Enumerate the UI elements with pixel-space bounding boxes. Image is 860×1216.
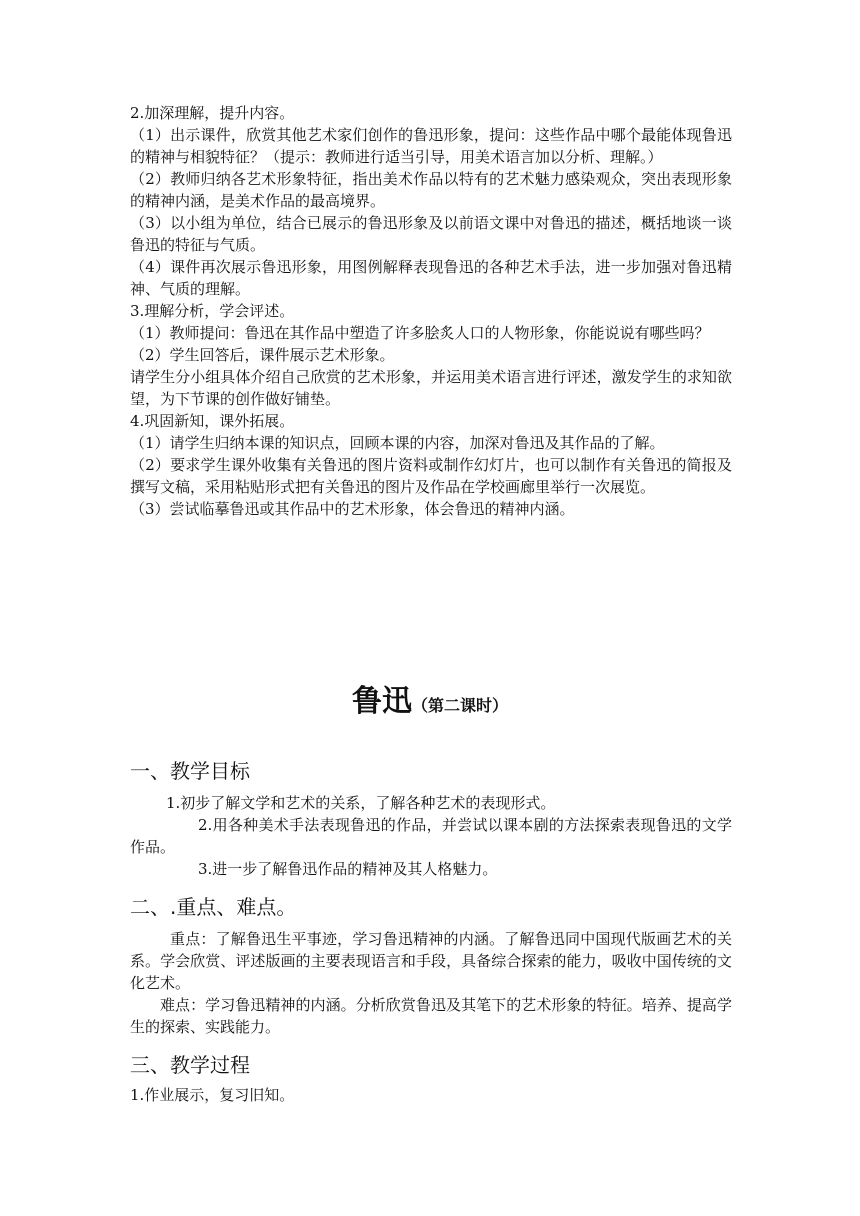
objective-item: 3.进一步了解鲁迅作品的精神及其人格魅力。 xyxy=(198,860,498,878)
process-block xyxy=(130,1084,732,1106)
step-heading: 4.巩固新知，课外拓展。 xyxy=(130,412,295,430)
paragraph: （4）课件再次展示鲁迅形象，用图例解释表现鲁迅的各种艺术手法，进一步加强对鲁迅精神、气质的理解。 xyxy=(130,258,732,298)
section-heading-key-points: 二、.重点、难点。 xyxy=(130,895,297,919)
key-points-block xyxy=(130,928,732,1038)
title-sub: （第二课时） xyxy=(411,696,508,715)
paragraph: （3）以小组为单位，结合已展示的鲁迅形象及以前语文课中对鲁迅的描述，概括地谈一谈鲁迅的特征与气质。 xyxy=(130,214,732,254)
process-item: 1.作业展示，复习旧知。 xyxy=(130,1086,295,1104)
paragraph: （1）出示课件，欣赏其他艺术家们创作的鲁迅形象，提问：这些作品中哪个最能体现鲁迅的精神与相貌特征？（提示：教师进行适当引导，用美术语言加以分析、理解。） xyxy=(130,126,732,166)
step-heading: 2.加深理解，提升内容。 xyxy=(130,104,295,122)
paragraph: （2）教师归纳各艺术形象特征，指出美术作品以特有的艺术魅力感染观众，突出表现形象的精神内涵，是美术作品的最高境界。 xyxy=(130,170,732,210)
paragraph: （1）请学生归纳本课的知识点，回顾本课的内容，加深对鲁迅及其作品的了解。 xyxy=(130,434,665,452)
lesson-process-continued xyxy=(130,102,732,520)
paragraph: （2）要求学生课外收集有关鲁迅的图片资料或制作幻灯片，也可以制作有关鲁迅的简报及撰写文稿，采用粘贴形式把有关鲁迅的图片及作品在学校画廊里举行一次展览。 xyxy=(130,456,732,496)
objective-item: 1.初步了解文学和艺术的关系，了解各种艺术的表现形式。 xyxy=(166,794,556,812)
objective-item: 2.用各种美术手法表现鲁迅的作品，并尝试以课本剧的方法探索表现鲁迅的文学作品。 xyxy=(130,816,732,856)
section-heading-process: 三、教学过程 xyxy=(130,1053,250,1077)
section-heading-objectives: 一、教学目标 xyxy=(130,759,250,783)
paragraph: （3）尝试临摹鲁迅或其作品中的艺术形象，体会鲁迅的精神内涵。 xyxy=(130,500,575,518)
key-points-paragraph: 重点：了解鲁迅生平事迹，学习鲁迅精神的内涵。了解鲁迅同中国现代版画艺术的关系。学会欣赏、评述版画的主要表现语言和手段，具备综合探索的能力，吸收中国传统的文化艺术。 xyxy=(130,930,732,992)
difficulties-paragraph: 难点：学习鲁迅精神的内涵。分析欣赏鲁迅及其笔下的艺术形象的特征。培养、提高学生的探索、实践能力。 xyxy=(130,996,732,1036)
page-title xyxy=(0,676,860,720)
paragraph: 请学生分小组具体介绍自己欣赏的艺术形象，并运用美术语言进行评述，激发学生的求知欲望，为下节课的创作做好铺垫。 xyxy=(130,368,732,408)
paragraph: （2）学生回答后，课件展示艺术形象。 xyxy=(130,346,395,364)
step-heading: 3.理解分析，学会评述。 xyxy=(130,302,295,320)
paragraph: （1）教师提问：鲁迅在其作品中塑造了许多脍炙人口的人物形象，你能说说有哪些吗？ xyxy=(130,324,710,342)
objectives-list xyxy=(130,792,732,880)
title-main: 鲁迅 xyxy=(351,684,412,719)
